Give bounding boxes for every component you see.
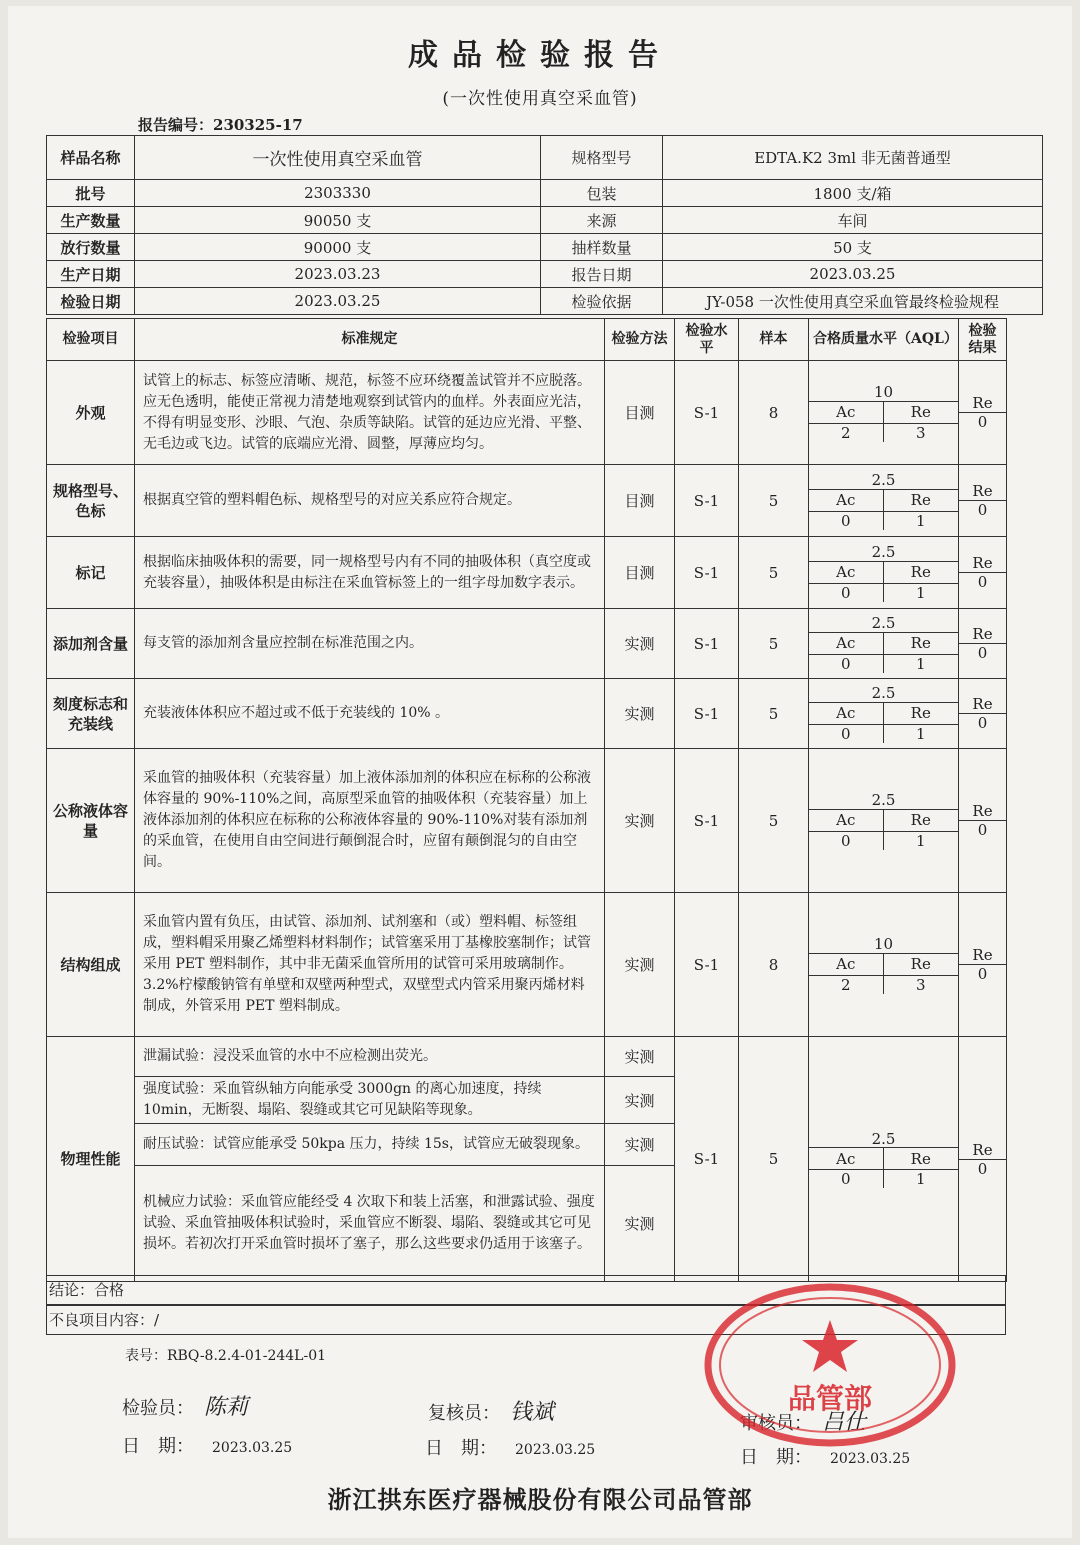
test-method: 目测 [605,465,675,537]
test-result [959,361,1007,465]
table-row [47,537,1007,609]
test-standard: 根据真空管的塑料帽色标、规格型号的对应关系应符合规定。 [135,465,605,537]
date-value: 2023.03.25 [830,1451,911,1467]
table-row [47,893,1007,1037]
info-label: 来源 [541,207,663,234]
test-sample: 5 [739,749,809,893]
form-number: 表号：RBQ-8.2.4-01-244L-01 [125,1348,327,1364]
re-value: 3 [915,975,926,994]
test-aql [809,749,959,893]
physical-method: 实测 [605,1077,675,1124]
ac-value: 0 [809,832,884,850]
test-aql [809,465,959,537]
ac-label: Ac [809,1148,884,1170]
test-standard: 采血管的抽吸体积（充装容量）加上液体添加剂的体积应在标称的公称液体容量的 90%-110%之间，高原型采血管的抽吸体积（充装容量）加上液体添加剂的体积应在标称的公称液体容量的 90%-110%对装有添加剂的采血管，在使用自由空间进行颠倒混合时，应留有颠倒混匀的自由空间。 [135,749,605,893]
test-method: 实测 [605,749,675,893]
info-value: 一次性使用真空采血管 [135,136,541,180]
test-standard: 根据临床抽吸体积的需要，同一规格型号内有不同的抽吸体积（真空度或充装容量），抽吸体积是由标注在采血管标签上的一组字母加数字表示。 [135,537,605,609]
result-re-label: Re [959,802,1006,821]
table-row [47,609,1007,679]
physical-method: 实测 [605,1166,675,1282]
test-sample: 5 [739,465,809,537]
info-value: 2303330 [135,180,541,207]
reviewer-label: 复核员： [428,1403,500,1424]
test-method: 实测 [605,679,675,749]
table-row [47,679,1007,749]
test-item: 外观 [47,361,135,465]
test-sample: 8 [739,893,809,1037]
test-item: 刻度标志和充装线 [47,679,135,749]
physical-standard: 耐压试验：试管应能承受 50kpa 压力，持续 15s，试管应无破裂现象。 [135,1124,605,1166]
result-value: 0 [977,573,988,591]
aql-level: 2.5 [809,1130,958,1148]
re-value: 3 [915,423,926,442]
result-re-label: Re [959,946,1006,965]
info-label: 批号 [47,180,135,207]
physical-sample: 5 [739,1037,809,1282]
physical-method: 实测 [605,1124,675,1166]
test-aql [809,893,959,1037]
reviewer-date [425,1434,595,1460]
test-standard: 每支管的添加剂含量应控制在标准范围之内。 [135,609,605,679]
test-result [959,609,1007,679]
approver-name: 吕仕 [822,1410,867,1435]
result-re-label: Re [959,482,1006,501]
result-re-label: Re [959,625,1006,644]
result-re-label: Re [959,695,1006,714]
info-label: 生产日期 [47,261,135,288]
result-value: 0 [977,1159,988,1178]
test-method: 实测 [605,893,675,1037]
header-result: 检验结果 [959,319,1007,361]
ac-value: 2 [809,424,884,442]
result-value: 0 [977,413,988,431]
aql-level: 2.5 [809,792,958,810]
date-label: 日 期： [122,1436,194,1457]
result-re-label: Re [959,1141,1006,1160]
re-label: Re [884,402,959,424]
info-row [47,261,1043,288]
date-label: 日 期： [425,1438,497,1459]
test-item: 添加剂含量 [47,609,135,679]
inspector-date [122,1432,292,1458]
ac-value: 2 [809,976,884,994]
info-table [46,135,1043,315]
re-label: Re [884,1148,959,1170]
result-value: 0 [977,714,988,732]
date-value: 2023.03.25 [212,1440,293,1456]
inspector-signature [122,1390,248,1421]
test-standard: 采血管内置有负压，由试管、添加剂、试剂塞和（或）塑料帽、标签组成，塑料帽采用聚乙烯塑料材料制作；试管塞采用丁基橡胶塞制作；试管采用 PET 塑料制作，其中非无菌采血管所用的试管可采用玻璃制作。3.2%柠檬酸钠管有单壁和双壁两种型式，双壁型式内管采用聚丙烯材料制成，外管采用 PET 塑料制成。 [135,893,605,1037]
ac-label: Ac [809,562,884,584]
defects: 不良项目内容：/ [46,1305,1006,1335]
test-item: 公称液体容量 [47,749,135,893]
test-sample: 5 [739,537,809,609]
test-aql [809,679,959,749]
header-item: 检验项目 [47,319,135,361]
info-row [47,234,1043,261]
ac-label: Ac [809,633,884,655]
physical-sub-row [47,1037,1007,1077]
ac-label: Ac [809,402,884,424]
info-value: 90000 支 [135,234,541,261]
date-value: 2023.03.25 [515,1442,596,1458]
ac-label: Ac [809,703,884,725]
company-seal [700,1280,960,1450]
info-label: 放行数量 [47,234,135,261]
test-level: S-1 [675,893,739,1037]
report-title: 成品检验报告 [408,38,672,73]
test-level: S-1 [675,609,739,679]
test-item: 规格型号、色标 [47,465,135,537]
info-label: 样品名称 [47,136,135,180]
re-label: Re [884,562,959,584]
test-level: S-1 [675,361,739,465]
header-aql: 合格质量水平（AQL） [809,319,959,361]
info-row [47,207,1043,234]
date-label: 日 期： [740,1447,812,1468]
test-aql [809,537,959,609]
info-value: 50 支 [663,234,1043,261]
header-sample: 样本 [739,319,809,361]
result-value: 0 [977,965,988,983]
info-value: 2023.03.25 [135,288,541,315]
test-item: 结构组成 [47,893,135,1037]
info-label: 抽样数量 [541,234,663,261]
info-label: 报告日期 [541,261,663,288]
conclusion: 结论：合格 [46,1275,1006,1305]
re-value: 1 [915,583,926,602]
header-method: 检验方法 [605,319,675,361]
physical-standard: 泄漏试验：浸没采血管的水中不应检测出荧光。 [135,1037,605,1077]
test-aql [809,609,959,679]
re-value: 1 [915,511,926,530]
aql-level: 10 [809,384,958,402]
re-label: Re [884,633,959,655]
info-value: EDTA.K2 3ml 非无菌普通型 [663,136,1043,180]
result-re-label: Re [959,554,1006,573]
physical-method: 实测 [605,1037,675,1077]
table-row [47,749,1007,893]
aql-level: 2.5 [809,615,958,633]
aql-level: 10 [809,936,958,954]
aql-level: 2.5 [809,685,958,703]
table-row [47,465,1007,537]
star-icon [802,1320,858,1372]
re-label: Re [884,954,959,976]
ac-value: 0 [809,512,884,530]
inspection-table [46,318,1007,1282]
physical-level: S-1 [675,1037,739,1282]
info-row [47,288,1043,315]
physical-standard: 强度试验：采血管纵轴方向能承受 3000gn 的离心加速度，持续 10min，无断裂、塌陷、裂缝或其它可见缺陷等现象。 [135,1077,605,1124]
test-aql [809,361,959,465]
ac-value: 0 [809,725,884,743]
info-label: 检验依据 [541,288,663,315]
re-label: Re [884,810,959,832]
test-standard: 充装液体体积应不超过或不低于充装线的 10% 。 [135,679,605,749]
re-value: 1 [915,1170,926,1188]
re-label: Re [884,703,959,725]
table-row [47,361,1007,465]
info-value: JY-058 一次性使用真空采血管最终检验规程 [663,288,1043,315]
table-header [47,319,1007,361]
header-level: 检验水平 [675,319,739,361]
info-value: 车间 [663,207,1043,234]
test-sample: 5 [739,609,809,679]
ac-value: 0 [809,584,884,602]
test-result [959,749,1007,893]
info-value: 90050 支 [135,207,541,234]
info-label: 检验日期 [47,288,135,315]
aql-level: 2.5 [809,544,958,562]
info-value: 2023.03.23 [135,261,541,288]
physical-standard: 机械应力试验：采血管应能经受 4 次取下和装上活塞，和泄露试验、强度试验、采血管抽吸体积试验时，采血管应不断裂、塌陷、裂缝或其它可见损坏。若初次打开采血管时损坏了塞子，那么这些要求仍适用于该塞子。 [135,1166,605,1282]
info-value: 1800 支/箱 [663,180,1043,207]
result-re-label: Re [959,394,1006,413]
ac-value: 0 [809,1170,884,1188]
inspector-name: 陈莉 [204,1395,249,1420]
reviewer-signature [428,1395,554,1426]
info-row [47,180,1043,207]
test-level: S-1 [675,465,739,537]
test-method: 目测 [605,361,675,465]
result-value: 0 [977,501,988,519]
physical-item: 物理性能 [47,1037,135,1282]
test-level: S-1 [675,749,739,893]
result-value: 0 [977,644,988,662]
result-value: 0 [977,821,988,839]
test-sample: 5 [739,679,809,749]
test-result [959,893,1007,1037]
re-value: 1 [915,724,926,743]
header-standard: 标准规定 [135,319,605,361]
info-row [47,136,1043,180]
info-label: 规格型号 [541,136,663,180]
ac-label: Ac [809,954,884,976]
physical-aql [809,1037,959,1282]
approver-label: 审核员： [740,1413,812,1434]
physical-result [959,1037,1007,1282]
ac-value: 0 [809,655,884,673]
test-method: 实测 [605,609,675,679]
aql-level: 2.5 [809,472,958,490]
test-result [959,465,1007,537]
company-name: 浙江拱东医疗器械股份有限公司品管部 [327,1486,753,1514]
inspector-label: 检验员： [122,1398,194,1419]
reviewer-name: 钱斌 [510,1400,555,1425]
test-result [959,537,1007,609]
test-standard: 试管上的标志、标签应清晰、规范，标签不应环绕覆盖试管并不应脱落。应无色透明，能使正常视力清楚地观察到试管内的血样。外表面应光洁，不得有明显变形、沙眼、气泡、杂质等缺陷。试管的延边应光滑、平整、无毛边或飞边。试管的底端应光滑、圆整，厚薄应均匀。 [135,361,605,465]
test-sample: 8 [739,361,809,465]
test-result [959,679,1007,749]
re-value: 1 [915,831,926,850]
seal-text: 品管部 [787,1382,873,1415]
test-item: 标记 [47,537,135,609]
test-level: S-1 [675,537,739,609]
re-label: Re [884,490,959,512]
report-number: 报告编号：230325-17 [138,116,303,134]
test-level: S-1 [675,679,739,749]
ac-label: Ac [809,490,884,512]
ac-label: Ac [809,810,884,832]
info-value: 2023.03.25 [663,261,1043,288]
report-subtitle: (一次性使用真空采血管) [442,89,638,109]
re-value: 1 [915,654,926,673]
info-label: 包装 [541,180,663,207]
test-method: 目测 [605,537,675,609]
info-label: 生产数量 [47,207,135,234]
